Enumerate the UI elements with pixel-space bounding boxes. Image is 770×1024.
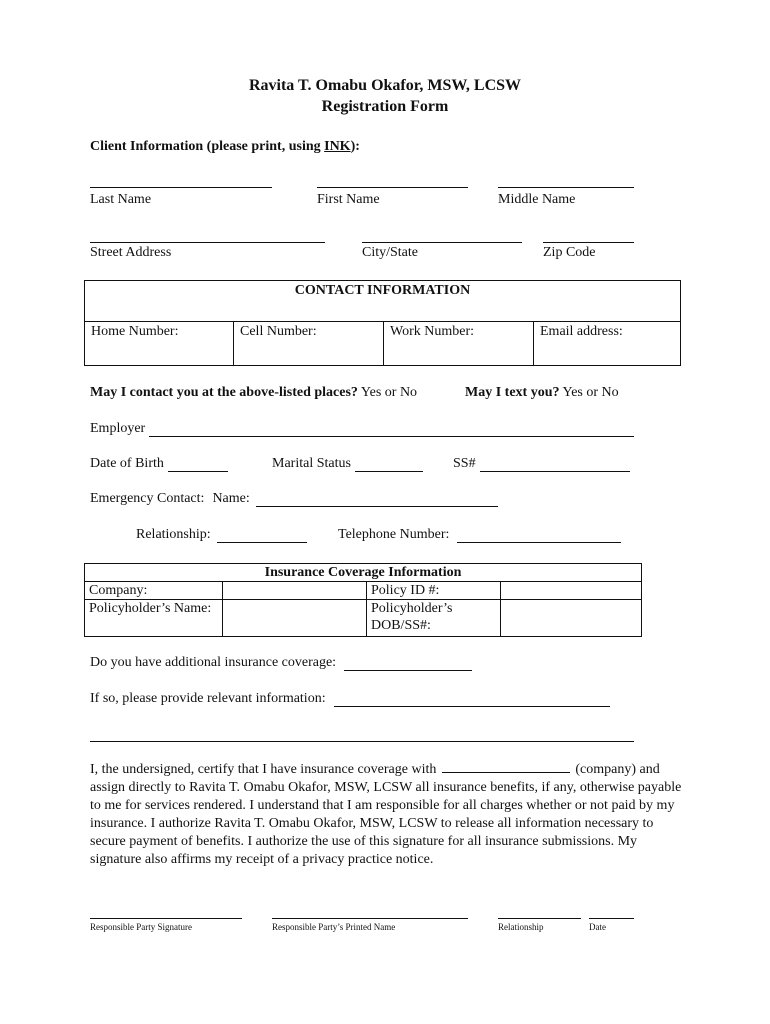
additional-insurance-field: [90, 655, 472, 671]
certification-text-2: (company) and assign directly to Ravita T. Omabu Okafor, MSW, LCSW all insurance benefits, if any, otherwise payable to me for services rendered. I understand that I am responsible for all charges whether or not paid by my insurance. I authorize Ravita T. Omabu Okafor, MSW, LCSW to release all information necessary to secure payment of benefits. I authorize the use of this signature for all insurance submissions. My signature also affirms my receipt of a privacy practice notice.: [90, 762, 682, 867]
form-title: Registration Form: [321, 98, 449, 115]
client-info-heading: [90, 139, 360, 155]
middle-name-line[interactable]: [498, 187, 634, 188]
policy-id-label: Policy ID #:: [367, 582, 501, 600]
text-permission: [465, 385, 619, 401]
emergency-name-line[interactable]: [256, 493, 498, 507]
employer-label: Employer: [90, 421, 146, 436]
printed-name-label: Responsible Party’s Printed Name: [272, 922, 396, 932]
relationship-line[interactable]: [217, 529, 307, 543]
signature-label: Responsible Party Signature: [90, 922, 192, 932]
employer-line[interactable]: [149, 423, 634, 437]
ssn-line[interactable]: [480, 458, 630, 472]
city-state-line[interactable]: [362, 242, 522, 243]
email-address-cell[interactable]: Email address:: [540, 324, 623, 339]
signature-line[interactable]: [90, 918, 242, 919]
relevant-info-line-2[interactable]: [90, 741, 634, 742]
first-name-label: First Name: [317, 192, 380, 207]
zip-code-line[interactable]: [543, 242, 634, 243]
printed-name-line[interactable]: [272, 918, 468, 919]
telephone-label: Telephone Number:: [338, 527, 450, 542]
client-info-heading-suffix: ):: [350, 139, 360, 154]
last-name-line[interactable]: [90, 187, 272, 188]
home-number-cell[interactable]: Home Number:: [85, 322, 234, 365]
ssn-label: SS#: [453, 456, 476, 471]
relevant-info-line[interactable]: [334, 693, 610, 707]
policy-id-value[interactable]: [501, 582, 642, 600]
middle-name-label: Middle Name: [498, 192, 576, 207]
emergency-name-label: Name:: [212, 491, 250, 506]
relationship-field: [136, 527, 307, 543]
telephone-field: [338, 527, 621, 543]
company-value[interactable]: [223, 582, 367, 600]
relationship-sig-label: Relationship: [498, 922, 544, 932]
contact-permission: [90, 385, 417, 401]
certification-paragraph: [90, 760, 690, 869]
dob-line[interactable]: [168, 458, 228, 472]
contact-permission-question: May I contact you at the above-listed places?: [90, 385, 358, 400]
street-address-label: Street Address: [90, 245, 172, 260]
additional-insurance-line[interactable]: [344, 657, 472, 671]
client-info-heading-text: Client Information (please print, using: [90, 139, 325, 154]
dob-field: [90, 456, 228, 472]
date-label: Date: [589, 922, 606, 932]
certification-text-1: I, the undersigned, certify that I have insurance coverage with: [90, 762, 437, 777]
emergency-contact-field: [90, 491, 498, 507]
practitioner-name: Ravita T. Omabu Okafor, MSW, LCSW: [248, 77, 522, 94]
contact-info-table: [84, 280, 681, 366]
work-number-cell[interactable]: Work Number:: [384, 322, 534, 365]
dob-label: Date of Birth: [90, 456, 164, 471]
marital-status-label: Marital Status: [272, 456, 351, 471]
company-label: Company:: [85, 582, 223, 600]
zip-code-label: Zip Code: [543, 245, 596, 260]
insurance-heading: Insurance Coverage Information: [85, 564, 642, 582]
policyholder-dob-label: Policyholder’s DOB/SS#:: [367, 600, 501, 637]
first-name-line[interactable]: [317, 187, 468, 188]
relevant-info-field: [90, 691, 610, 707]
city-state-label: City/State: [362, 245, 418, 260]
contact-permission-answer[interactable]: Yes or No: [360, 385, 418, 400]
telephone-line[interactable]: [457, 529, 621, 543]
marital-status-line[interactable]: [355, 458, 423, 472]
relationship-sig-line[interactable]: [498, 918, 581, 919]
ssn-field: [453, 456, 630, 472]
contact-info-heading: CONTACT INFORMATION: [85, 281, 680, 322]
text-permission-question: May I text you?: [465, 385, 560, 400]
insurance-table: [84, 563, 642, 637]
policyholder-name-value[interactable]: [223, 600, 367, 637]
relevant-info-label: If so, please provide relevant information:: [90, 691, 326, 706]
last-name-label: Last Name: [90, 192, 152, 207]
emergency-contact-label: Emergency Contact:: [90, 491, 205, 506]
employer-field: [90, 421, 634, 437]
additional-insurance-label: Do you have additional insurance coverage:: [90, 655, 337, 670]
policyholder-dob-value[interactable]: [501, 600, 642, 637]
cell-number-cell[interactable]: Cell Number:: [234, 322, 384, 365]
relationship-label: Relationship:: [136, 527, 211, 542]
ink-emphasis: INK: [324, 139, 351, 154]
text-permission-answer[interactable]: Yes or No: [562, 385, 619, 400]
company-blank[interactable]: [442, 760, 570, 773]
marital-status-field: [272, 456, 423, 472]
date-line[interactable]: [589, 918, 634, 919]
policyholder-name-label: Policyholder’s Name:: [85, 600, 223, 637]
contact-info-row: [85, 322, 680, 365]
street-address-line[interactable]: [90, 242, 325, 243]
